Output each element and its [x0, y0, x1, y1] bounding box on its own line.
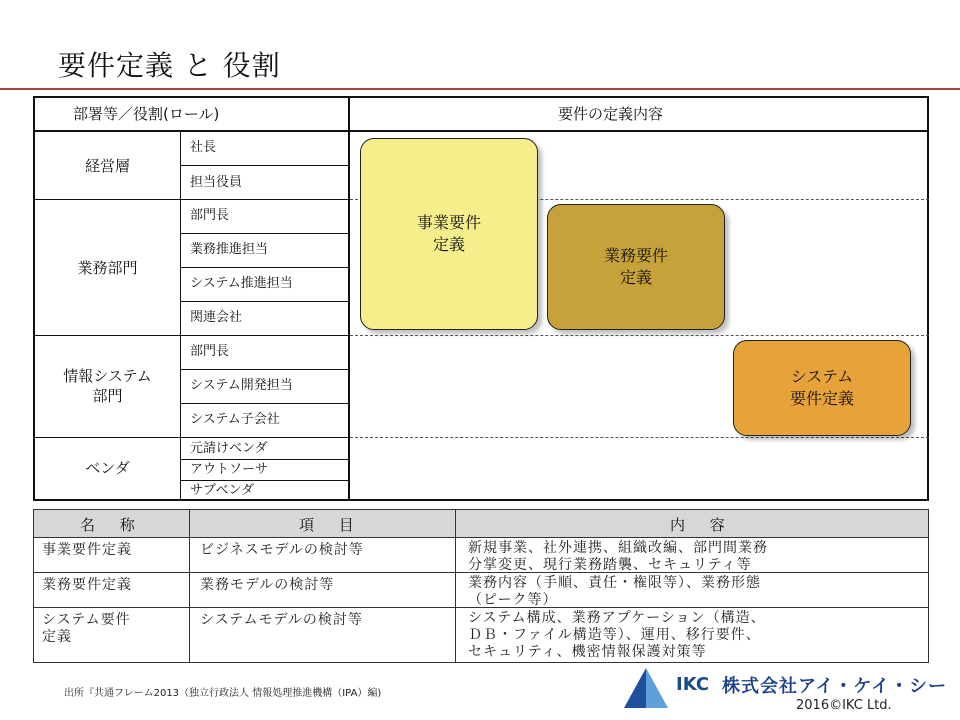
role-item: システム開発担当 — [190, 378, 293, 393]
matrix-divider-roles — [180, 131, 181, 499]
role-matrix — [33, 96, 929, 501]
role-item: 業務推進担当 — [190, 242, 269, 257]
copyright: 2016©IKC Ltd. — [796, 698, 892, 713]
role-rule — [180, 301, 348, 302]
role-item: 社長 — [190, 140, 217, 155]
role-rule — [180, 480, 348, 481]
role-item: 担当役員 — [190, 175, 243, 190]
group-vendor: ベンダ — [85, 459, 130, 477]
group-it: 情報システム 部門 — [63, 367, 152, 405]
group-business: 業務部門 — [77, 259, 138, 277]
matrix-divider-main — [348, 98, 350, 499]
column-header-name: 名 称 — [80, 516, 145, 534]
table-cell-item: システムモデルの検討等 — [200, 612, 363, 628]
column-header-item: 項 目 — [299, 516, 364, 534]
title-divider — [0, 88, 960, 90]
role-item: サブベンダ — [190, 483, 254, 498]
header-departments: 部署等／役割(ロール) — [73, 105, 220, 123]
matrix-header-rule — [35, 130, 927, 132]
ikc-logo-icon — [622, 666, 670, 710]
table-header-row — [34, 510, 928, 538]
table-cell-name: 事業要件定義 — [42, 542, 132, 558]
column-rule — [455, 510, 456, 662]
group-rule — [35, 199, 348, 200]
role-rule — [180, 459, 348, 460]
table-cell-name: 業務要件定義 — [42, 577, 132, 593]
company-name: 株式会社アイ・ケイ・シー — [722, 676, 948, 697]
role-item: 部門長 — [190, 344, 230, 359]
table-cell-content: 新規事業、社外連携、組織改編、部門間業務 分掌変更、現行業務踏襲、セキュリティ等 — [468, 540, 768, 573]
group-rule — [35, 335, 348, 336]
role-rule — [180, 369, 348, 370]
system-requirements-box: システム 要件定義 — [733, 340, 911, 436]
table-cell-item: 業務モデルの検討等 — [200, 577, 335, 593]
logo-text: IKC — [676, 674, 710, 695]
dashed-rule — [350, 437, 929, 438]
role-rule — [180, 403, 348, 404]
role-rule — [180, 165, 348, 166]
table-cell-name: システム要件 定義 — [42, 612, 131, 645]
role-item: 関連会社 — [190, 310, 243, 325]
definition-table — [33, 509, 929, 663]
column-header-content: 内 容 — [670, 516, 735, 534]
table-cell-content: 業務内容（手順、責任・権限等）、業務形態 （ピーク等） — [468, 575, 761, 608]
header-definition: 要件の定義内容 — [558, 105, 664, 123]
role-item: システム推進担当 — [190, 276, 293, 291]
group-rule — [35, 437, 348, 438]
role-rule — [180, 267, 348, 268]
page-title: 要件定義 と 役割 — [58, 49, 281, 82]
role-item: 元請けベンダ — [190, 441, 268, 456]
operational-requirements-box: 業務要件 定義 — [547, 204, 725, 330]
table-cell-content: システム構成、業務アプケーション（構造、 ＤＢ・ファイル構造等）、運用、移行要件、 セキュリティ、機密情報保護対策等 — [468, 610, 766, 660]
business-requirements-box: 事業要件 定義 — [360, 138, 538, 330]
role-item: 部門長 — [190, 208, 230, 223]
column-rule — [189, 510, 190, 662]
table-cell-item: ビジネスモデルの検討等 — [200, 542, 364, 558]
source-note: 出所『共通フレーム2013（独立行政法人 情報処理推進機構（IPA）編) — [64, 688, 382, 699]
group-executive: 経営層 — [84, 157, 130, 175]
role-rule — [180, 233, 348, 234]
dashed-rule — [350, 335, 929, 336]
role-item: アウトソーサ — [190, 462, 269, 477]
role-item: システム子会社 — [190, 412, 280, 427]
